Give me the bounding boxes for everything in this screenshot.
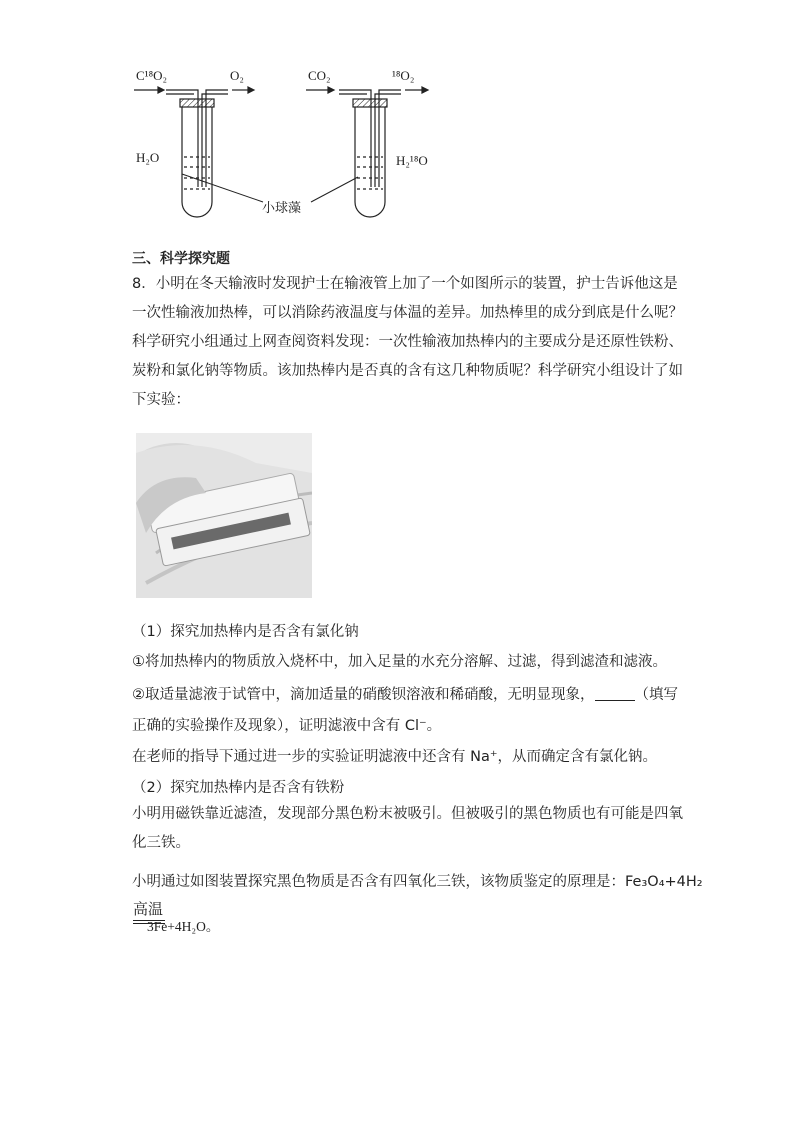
algae-label: 小球藻 — [262, 201, 302, 216]
principle-text: 小明通过如图装置探究黑色物质是否含有四氧化三铁，该物质鉴定的原理是：Fe₃O₄+4H₂ — [132, 874, 703, 890]
test-tube-figure — [130, 62, 450, 227]
heating-rod-photo — [136, 433, 312, 598]
left-inlet-label: C¹⁸O₂ — [136, 68, 168, 83]
right-outlet-label: ¹⁸O₂ — [392, 68, 415, 83]
step-2-line — [132, 683, 678, 704]
step-2-text: ②取适量滤液于试管中，滴加适量的硝酸钡溶液和稀硝酸，无明显现象， — [132, 687, 595, 703]
step-2-hint: （填写 — [634, 687, 678, 703]
left-tube — [166, 90, 228, 217]
condition-label: 高温 — [133, 900, 164, 918]
heating-rod-image — [136, 433, 312, 598]
reaction-products: 3Fe+4H₂O。 — [147, 919, 220, 934]
left-water-label: H₂O — [136, 150, 160, 165]
part-2-title: （2）探究加热棒内是否含有铁粉 — [132, 780, 345, 796]
section-heading: 三、科学探究题 — [132, 251, 230, 267]
part-1-title: （1）探究加热棒内是否含有氯化钠 — [132, 624, 359, 640]
answer-blank[interactable] — [595, 686, 635, 701]
step-1: ①将加热棒内的物质放入烧杯中，加入足量的水充分溶解、过滤，得到滤渣和滤液。 — [132, 654, 667, 670]
magnet-text: 小明用磁铁靠近滤渣，发现部分黑色粉末被吸引。但被吸引的黑色物质也有可能是四氧化三铁。 — [132, 806, 683, 851]
right-inlet-label: CO₂ — [308, 68, 331, 83]
question-8-intro: 8．小明在冬天输液时发现护士在输液管上加了一个如图所示的装置，护士告诉他这是一次性输液加热棒，可以消除药液温度与体温的差异。加热棒里的成分到底是什么呢？科学研究小组通过上网查阅资料发现：一次性输液加热棒内的主要成分是还原性铁粉、炭粉和氯化钠等物质。该加热棒内是否真的含有这几种物质呢？科学研究小组设计了如下实验： — [132, 276, 683, 408]
left-outlet-label: O₂ — [230, 68, 244, 83]
step-2-continued: 正确的实验操作及现象），证明滤液中含有 Cl⁻。 — [132, 718, 442, 734]
right-water-label: H₂¹⁸O — [396, 153, 428, 168]
right-tube — [339, 90, 401, 217]
sodium-line: 在老师的指导下通过进一步的实验证明滤液中还含有 Na⁺，从而确定含有氯化钠。 — [132, 749, 657, 765]
